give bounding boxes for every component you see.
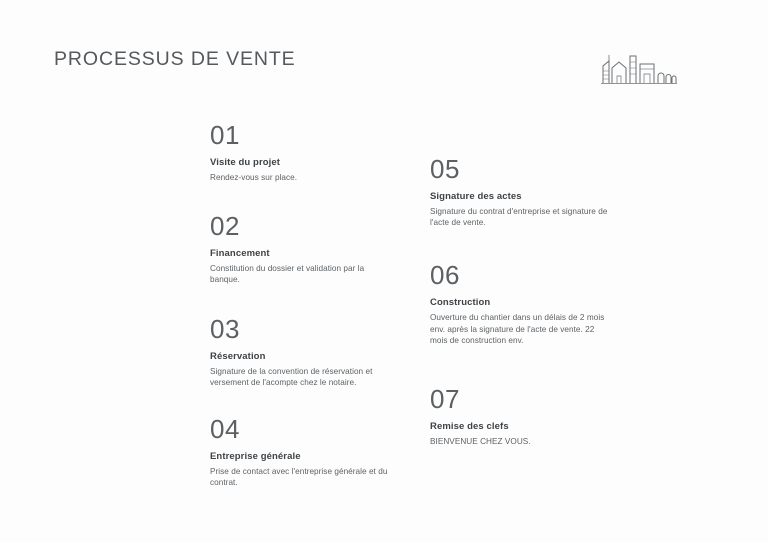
step-title: Entreprise générale <box>210 451 301 463</box>
step-title: Remise des clefs <box>430 421 509 433</box>
step-title: Construction <box>430 297 491 309</box>
building-skyline-icon <box>600 50 678 84</box>
step-title: Visite du projet <box>210 157 281 168</box>
step-description: Signature du contrat d'entreprise et signature de l'acte de vente. <box>430 207 608 228</box>
step-number: 01 <box>210 120 240 150</box>
step-item <box>430 154 610 228</box>
step-number: 02 <box>210 211 240 242</box>
steps-column-right <box>430 112 610 463</box>
step-item <box>210 314 390 388</box>
step-item <box>210 211 390 285</box>
step-description: BIENVENUE CHEZ VOUS. <box>430 437 531 447</box>
step-item <box>210 120 390 183</box>
step-description: Prise de contact avec l'entreprise générale et du contrat. <box>210 467 388 488</box>
step-number: 06 <box>430 260 460 291</box>
step-item <box>210 414 390 488</box>
step-item <box>430 260 610 346</box>
page-title: PROCESSUS DE VENTE <box>54 48 296 70</box>
step-description: Signature de la convention de réservation et versement de l'acompte chez le notaire. <box>210 366 373 387</box>
step-number: 03 <box>210 313 240 344</box>
step-title: Réservation <box>210 350 266 362</box>
step-description: Constitution du dossier et validation par la banque. <box>210 264 365 285</box>
step-description: Rendez-vous sur place. <box>210 173 298 182</box>
steps-column-left <box>210 112 390 504</box>
slide-header <box>54 48 714 88</box>
step-title: Financement <box>210 248 270 260</box>
step-description: Ouverture du chantier dans un délais de 2 mois env. après la signature de l'acte de vente. 22 mois de construction env. <box>430 313 605 345</box>
step-item <box>430 384 610 447</box>
step-number: 07 <box>430 384 460 415</box>
step-title: Signature des actes <box>430 191 522 202</box>
step-number: 05 <box>430 154 460 184</box>
step-number: 04 <box>210 414 240 445</box>
